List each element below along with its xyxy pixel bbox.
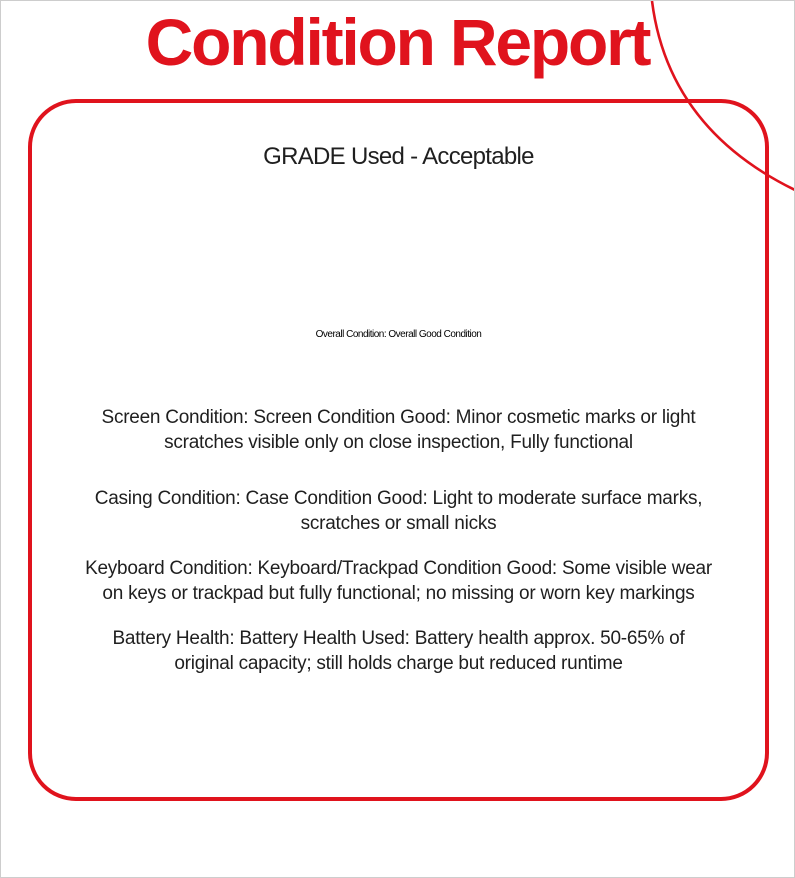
section-line: scratches or small nicks — [300, 513, 497, 534]
condition-sections — [32, 405, 765, 696]
section-casing-condition — [32, 486, 765, 536]
section-line: scratches visible only on close inspection, Fully functional — [164, 432, 633, 453]
section-line: on keys or trackpad but fully functional; no missing or worn key markings — [102, 583, 695, 604]
section-line: Battery Health: Battery Health Used: Battery health approx. 50-65% of — [112, 628, 685, 649]
report-title: Condition Report — [145, 5, 650, 79]
section-line: Screen Condition: Screen Condition Good: Minor cosmetic marks or light — [101, 407, 696, 428]
grade-heading: GRADE Used - Acceptable — [263, 143, 534, 170]
section-line: original capacity; still holds charge but reduced runtime — [174, 653, 623, 674]
section-line: Keyboard Condition: Keyboard/Trackpad Condition Good: Some visible wear — [85, 558, 712, 579]
section-line: Casing Condition: Case Condition Good: Light to moderate surface marks, — [94, 488, 703, 509]
section-keyboard-condition — [32, 556, 765, 606]
report-card — [28, 99, 769, 801]
section-screen-condition — [32, 405, 765, 455]
section-battery-health — [32, 626, 765, 676]
overall-condition-line: Overall Condition: Overall Good Condition — [315, 329, 482, 340]
